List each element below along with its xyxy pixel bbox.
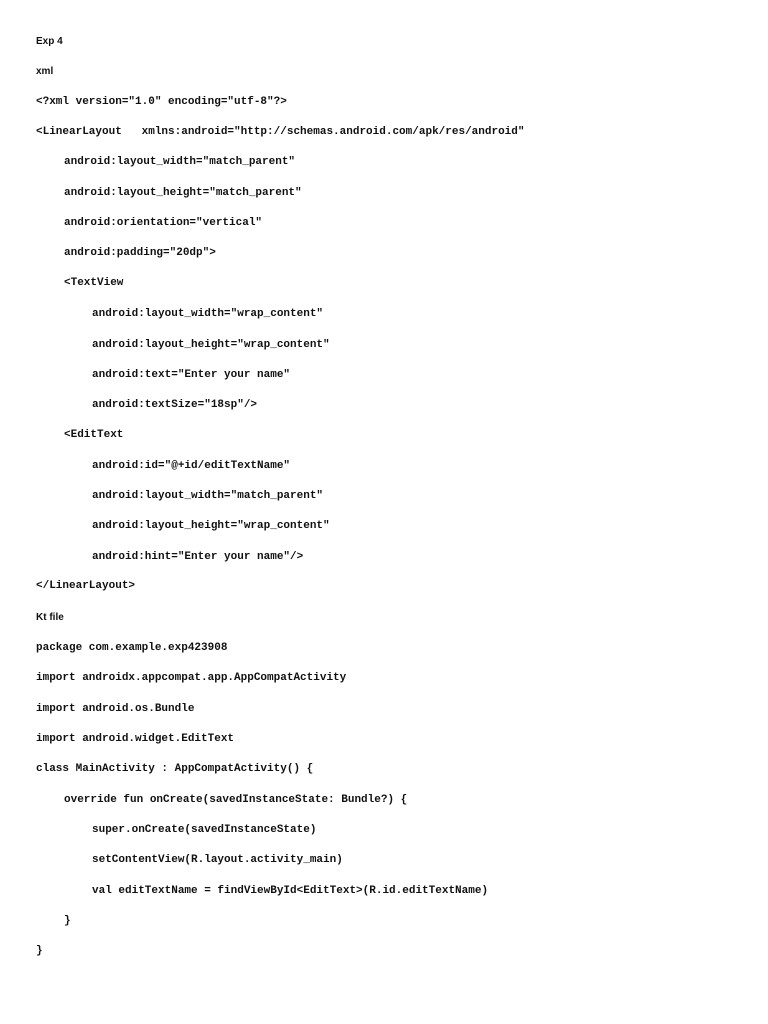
- code-line: android:layout_width="match_parent": [92, 490, 324, 502]
- code-line: }: [64, 915, 71, 927]
- code-line: class MainActivity : AppCompatActivity() {: [36, 763, 314, 775]
- code-line: <?xml version="1.0" encoding="utf-8"?>: [36, 96, 287, 108]
- kt-section-heading: Kt file: [36, 612, 64, 623]
- code-line: super.onCreate(savedInstanceState): [92, 824, 317, 836]
- xml-section-heading: xml: [36, 66, 54, 77]
- code-line: val editTextName = findViewById<EditText>(R.id.editTextName): [92, 885, 489, 897]
- code-line: import androidx.appcompat.app.AppCompatActivity: [36, 672, 347, 684]
- code-line: android:layout_height="wrap_content": [92, 339, 330, 351]
- code-line: import android.os.Bundle: [36, 703, 195, 715]
- code-line: package com.example.exp423908: [36, 642, 228, 654]
- code-line: <TextView: [64, 277, 124, 289]
- code-line: android:layout_height="match_parent": [64, 187, 302, 199]
- code-line: android:layout_width="match_parent": [64, 156, 296, 168]
- code-line: android:layout_height="wrap_content": [92, 520, 330, 532]
- code-line: android:hint="Enter your name"/>: [92, 551, 304, 563]
- code-line: setContentView(R.layout.activity_main): [92, 854, 343, 866]
- code-line: }: [36, 945, 43, 957]
- code-line: override fun onCreate(savedInstanceState: Bundle?) {: [64, 794, 408, 806]
- code-line: <EditText: [64, 429, 124, 441]
- code-line: <LinearLayout xmlns:android="http://schemas.android.com/apk/res/android": [36, 126, 525, 138]
- code-line: android:padding="20dp">: [64, 247, 216, 259]
- code-line: android:textSize="18sp"/>: [92, 399, 258, 411]
- code-line: android:text="Enter your name": [92, 369, 291, 381]
- experiment-title: Exp 4: [36, 36, 63, 47]
- code-line: </LinearLayout>: [36, 580, 136, 592]
- code-line: import android.widget.EditText: [36, 733, 235, 745]
- code-line: android:layout_width="wrap_content": [92, 308, 324, 320]
- code-line: android:orientation="vertical": [64, 217, 263, 229]
- code-line: android:id="@+id/editTextName": [92, 460, 291, 472]
